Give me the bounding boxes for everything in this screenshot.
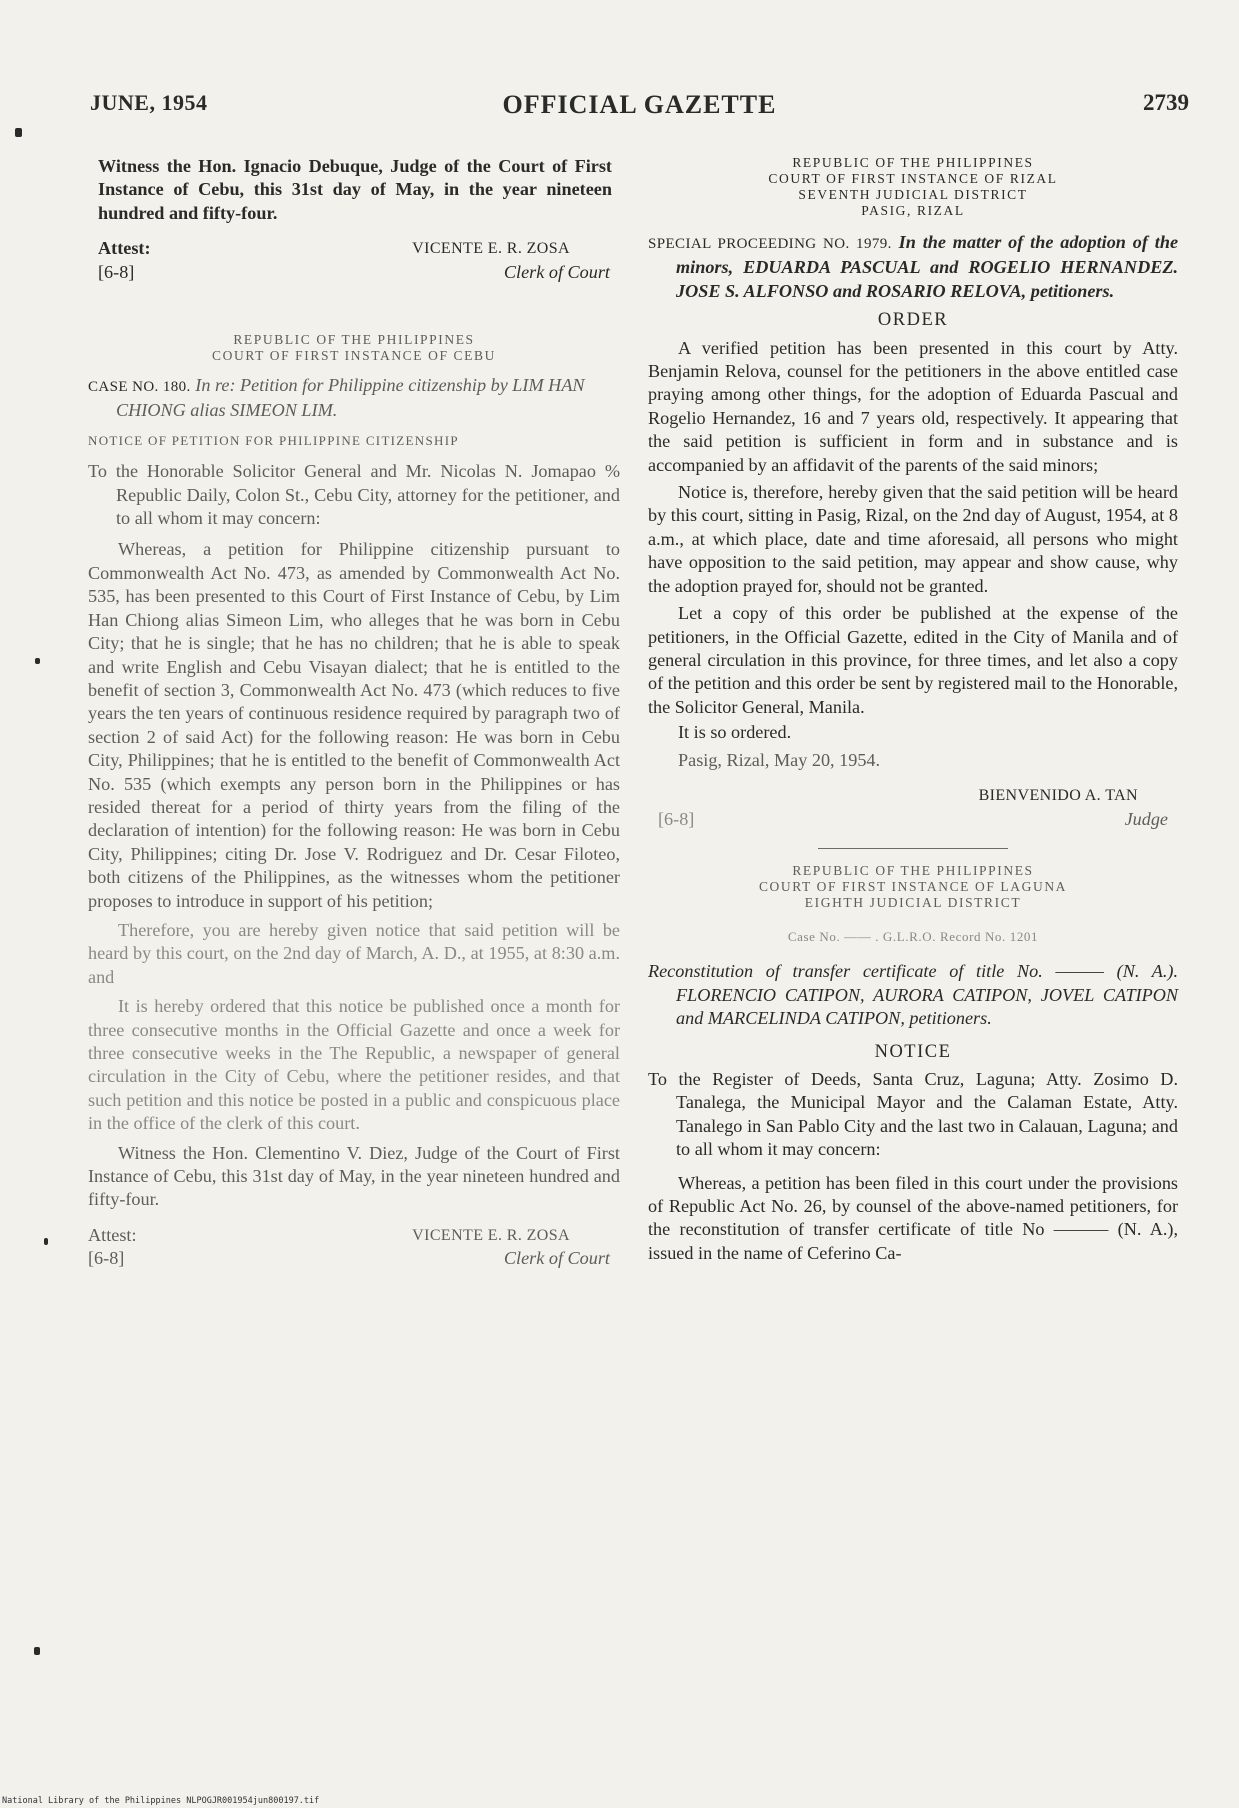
rizal-court-heading-3: SEVENTH JUDICIAL DISTRICT (798, 187, 1028, 202)
order-place-date: Pasig, Rizal, May 20, 1954. (678, 749, 881, 770)
laguna-whereas-paragraph: Whereas, a petition has been filed in this court under the provisions of Republic Act No. 26, by counsel of the above-named petitioners, for the reconstitution of transfer certificate of title No ——— (N. A.), issued in the name of Ceferino Ca- (648, 1172, 1178, 1263)
proceeding-label: SPECIAL PROCEEDING NO. 1979. (648, 236, 892, 252)
rizal-court-heading-2: COURT OF FIRST INSTANCE OF RIZAL (768, 171, 1058, 186)
scan-mark (35, 658, 40, 664)
scan-mark (15, 128, 22, 137)
page-number: 2739 (1143, 90, 1189, 115)
top-clerk-title: Clerk of Court (503, 261, 610, 282)
page-header (90, 90, 1189, 130)
scan-mark (44, 1238, 48, 1245)
proceeding-title: In the matter of the adoption of the minors, EDUARDA PASCUAL and ROGELIO HERNANDEZ. JOSE S. ALFONSO and ROSARIO RELOVA, petitioners. (676, 232, 1179, 301)
bottom-attest-block (88, 1224, 620, 1271)
order-paragraph-1: A verified petition has been presented in this court by Atty. Benjamin Relova, counsel for the petitioners in the above entitled case praying among other things, for the adoption of Eduarda Pascual and Rogelio Hernandez, 16 and 7 years old, respectively. It appearing that the said petition is sufficient in form and in substance and is accompanied by an affidavit of the parents of the said minors; (648, 337, 1178, 475)
cebu-court-heading-2: COURT OF FIRST INSTANCE OF CEBU (212, 348, 496, 364)
case-title: In re: Petition for Philippine citizenship by LIM HAN CHIONG alias SIMEON LIM. (116, 375, 585, 421)
scan-source-footer: National Library of the Philippines NLPOGJR001954jun800197.tif (2, 1796, 320, 1806)
ordered-paragraph: It is hereby ordered that this notice be published once a month for three consecutive months in the Official Gazette and once a week for three consecutive weeks in the The Republic, a newspaper of general circulation in the City of Cebu, where the petitioner resides, and that such petition and this notice be posted in a public and conspicuous place in the office of the clerk of this court. (88, 996, 620, 1134)
citizenship-addressees: To the Honorable Solicitor General and Mr. Nicolas N. Jomapao % Republic Daily, Colon St., Cebu City, attorney for the petitioner, and to all whom it may concern: (88, 461, 620, 529)
laguna-addressees: To the Register of Deeds, Santa Cruz, Laguna; Atty. Zosimo D. Tanalega, the Municipal Mayor and the Calaman Estate, Atty. Tanalego in San Pablo City and the last two in Calauan, Laguna; and to all whom it may concern: (648, 1068, 1178, 1160)
clerk-witness-paragraph: Witness the Hon. Clementino V. Diez, Judge of the Court of First Instance of Cebu, this 31st day of May, in the year nineteen hundred and fifty-four. (88, 1142, 620, 1210)
bottom-attest-label: Attest: (88, 1224, 137, 1245)
notice-title: NOTICE (874, 1041, 952, 1062)
order-paragraph-3: Let a copy of this order be published at the expense of the petitioners, in the Official Gazette, edited in the City of Manila and of general circulation in this province, for three times, and let also a copy of the petition and this order be sent by registered mail to the Honorable, the Solicitor General, Manila. (648, 603, 1178, 717)
proceeding-caption (648, 231, 1178, 303)
case-caption (88, 374, 620, 423)
top-witness-paragraph: Witness the Hon. Ignacio Debuque, Judge of the Court of First Instance of Cebu, this 31st day of May, in the year nineteen hundred and fifty-four. (98, 156, 612, 223)
scan-mark (34, 1647, 40, 1655)
judge-signature-block (648, 784, 1178, 834)
top-attest-ref: [6-8] (98, 261, 135, 282)
rizal-court-heading-4: PASIG, RIZAL (861, 203, 965, 218)
issue-date: JUNE, 1954 (90, 90, 208, 115)
laguna-court-heading-2: COURT OF FIRST INSTANCE OF LAGUNA (758, 878, 1068, 894)
reconstitution-caption: Reconstitution of transfer certificate of title No. ——— (N. A.). FLORENCIO CATIPON, AURORA CATIPON, JOVEL CATIPON and MARCELINDA CATIPON, petitioners. (648, 961, 1178, 1029)
top-clerk-name: VICENTE E. R. ZOSA (412, 240, 570, 258)
order-title: ORDER (877, 310, 949, 331)
left-column (88, 155, 620, 1271)
top-attest-block (98, 237, 620, 284)
order-paragraph-4: It is so ordered. (678, 722, 792, 743)
therefore-paragraph: Therefore, you are hereby given notice that said petition will be heard by this court, on the 2nd day of March, A. D., at 1955, at 8:30 a.m. and (88, 919, 620, 987)
laguna-court-heading-3: EIGHTH JUDICIAL DISTRICT (804, 894, 1022, 910)
judge-name: BIENVENIDO A. TAN (978, 786, 1138, 804)
order-paragraph-2: Notice is, therefore, hereby given that the said petition will be heard by this court, sitting in Pasig, Rizal, on the 2nd day of August, 1954, at 8 a.m., at which place, date and time aforesaid, all persons who might have opposition to the said petition, may appear and show cause, why the adoption prayed for, should not be granted. (648, 482, 1178, 596)
bottom-attest-ref: [6-8] (88, 1248, 125, 1269)
citizenship-notice-title: NOTICE OF PETITION FOR PHILIPPINE CITIZENSHIP (88, 432, 459, 448)
top-attest-label: Attest: (98, 238, 151, 259)
bottom-clerk-title: Clerk of Court (503, 1248, 610, 1269)
section-divider (818, 848, 1008, 849)
bottom-clerk-name: VICENTE E. R. ZOSA (412, 1226, 570, 1244)
rizal-court-heading-1: REPUBLIC OF THE PHILIPPINES (792, 155, 1034, 170)
whereas-paragraph: Whereas, a petition for Philippine citizenship pursuant to Commonwealth Act No. 473, as amended by Commonwealth Act No. 535, has been presented to this Court of First Instance of Cebu, by Lim Han Chiong alias Simeon Lim, who alleges that he was born in Cebu City; that he is single; that he has no children; that he is able to speak and write English and Cebu Visayan dialect; that he is entitled to the benefit of section 3, Commonwealth Act No. 473 (which reduces to five years the ten years of continuous residence required by paragraph two of section 2 of said Act) for the following reason: He was born in Cebu City, Philippines; that he is entitled to the benefit of Commonwealth Act No. 535 (which exempts any person born in the Philippines or has resided thereat for a period of thirty years from the filing of the declaration of intention) for the following reason: He was born in Cebu City, Philippines; citing Dr. Jose V. Rodriguez and Dr. Cesar Filoteo, both citizens of the Philippines, as the witnesses whom the petitioner proposes to introduce in support of his petition; (88, 539, 620, 911)
judge-title: Judge (1124, 808, 1168, 829)
right-column (648, 155, 1178, 1265)
case-label: CASE NO. 180. (88, 379, 191, 396)
laguna-case-line: Case No. —— . G.L.R.O. Record No. 1201 (787, 928, 1039, 944)
laguna-court-heading-1: REPUBLIC OF THE PHILIPPINES (792, 862, 1034, 878)
judge-ref: [6-8] (658, 808, 695, 829)
cebu-court-heading-1: REPUBLIC OF THE PHILIPPINES (233, 332, 475, 348)
publication-title: OFFICIAL GAZETTE (502, 90, 777, 119)
